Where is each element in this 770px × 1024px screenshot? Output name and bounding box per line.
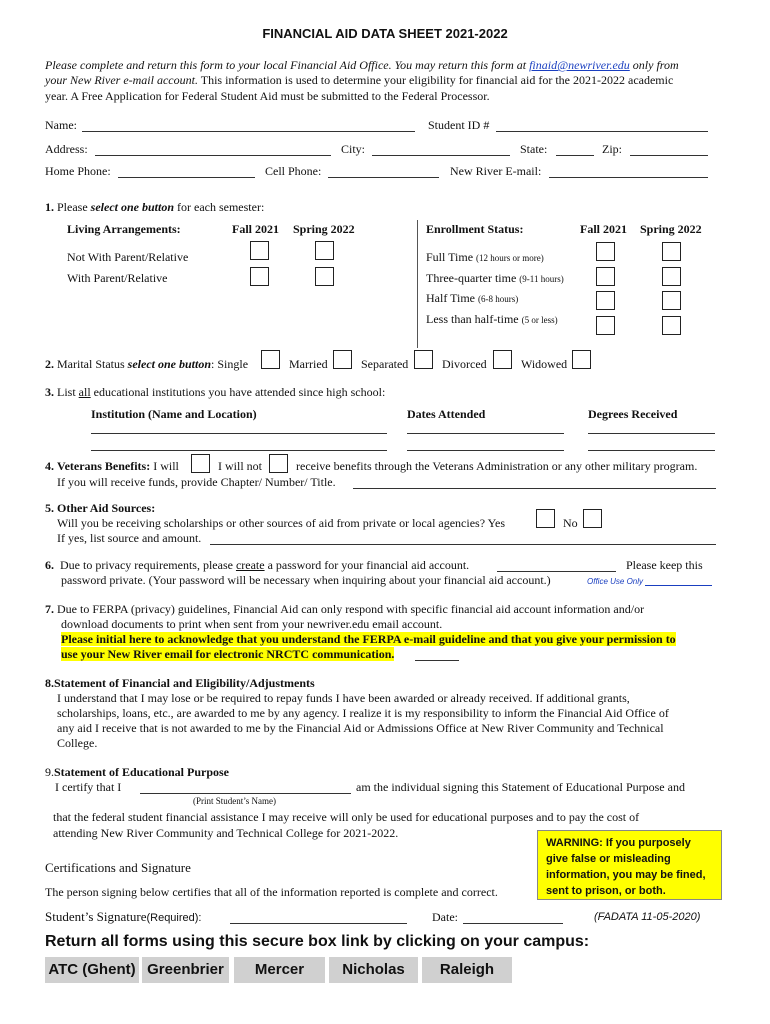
living-arrangements-header: Living Arrangements:: [67, 222, 181, 236]
student-id-field[interactable]: [496, 131, 708, 132]
enroll-less-than-half-fall-checkbox[interactable]: [596, 316, 615, 335]
q8-text-line: any aid I receive that is not awarded to me by the Financial Aid or Admissions Office at New River Community and Technical: [57, 721, 664, 735]
living-option-with-parent: With Parent/Relative: [67, 271, 168, 285]
address-field[interactable]: [95, 155, 331, 156]
zip-field[interactable]: [630, 155, 708, 156]
intro-line-2: your New River e-mail account. This information is used to determine your eligibility for financial aid for the 2021-2022 academic: [45, 73, 674, 87]
enroll-less-than-half-spring-checkbox[interactable]: [662, 316, 681, 335]
print-name-caption: (Print Student’s Name): [193, 796, 276, 806]
return-instructions: Return all forms using this secure box link by clicking on your campus:: [45, 933, 590, 950]
enroll-full-time-fall-checkbox[interactable]: [596, 242, 615, 261]
nr-email-field[interactable]: [549, 177, 708, 178]
name-label: Name:: [45, 118, 77, 132]
signature-label: Student’s Signature(Required):: [45, 909, 202, 924]
home-phone-label: Home Phone:: [45, 164, 111, 178]
married-label: Married: [289, 357, 328, 371]
ferpa-initials-field[interactable]: [415, 660, 459, 661]
q7-line-1: 7. Due to FERPA (privacy) guidelines, Financial Aid can only respond with specific financial aid account information and/or: [45, 602, 645, 616]
q3-heading: 3. List all educational institutions you have attended since high school:: [45, 385, 386, 399]
home-phone-field[interactable]: [118, 177, 255, 178]
widowed-label: Widowed: [521, 357, 568, 371]
separated-label: Separated: [361, 357, 409, 371]
cell-phone-field[interactable]: [328, 177, 439, 178]
married-checkbox[interactable]: [333, 350, 352, 369]
other-aid-no-checkbox[interactable]: [583, 509, 602, 528]
q1-divider: [417, 220, 418, 348]
institution-col-header: Institution (Name and Location): [91, 407, 257, 421]
address-label: Address:: [45, 142, 88, 156]
veterans-chapter-field[interactable]: [353, 488, 716, 489]
living-not-with-parent-fall-checkbox[interactable]: [250, 241, 269, 260]
date-field[interactable]: [463, 923, 563, 924]
state-field[interactable]: [556, 155, 594, 156]
living-fall-header: Fall 2021: [232, 222, 279, 236]
office-use-only-label: Office Use Only: [587, 577, 644, 586]
city-field[interactable]: [372, 155, 510, 156]
degrees-row-2[interactable]: [588, 450, 715, 451]
q5-question: Will you be receiving scholarships or other sources of aid from private or local agencies? Yes: [57, 516, 506, 530]
veterans-will-checkbox[interactable]: [191, 454, 210, 473]
ferpa-acknowledgement-line-1: Please initial here to acknowledge that you understand the FERPA e-mail guideline and that you give your permission to: [61, 632, 676, 646]
finaid-email-link[interactable]: finaid@newriver.edu: [529, 58, 630, 72]
intro-line-1: Please complete and return this form to your local Financial Aid Office. You may return this form at finaid@newriver.edu only from: [45, 58, 679, 72]
other-aid-source-field[interactable]: [210, 544, 716, 545]
other-aid-yes-checkbox[interactable]: [536, 509, 555, 528]
living-with-parent-spring-checkbox[interactable]: [315, 267, 334, 286]
q6-password-line-2: password private. (Your password will be necessary when inquiring about your financial aid account.): [61, 573, 551, 587]
q9-certify-label: I certify that I: [55, 780, 122, 794]
enroll-three-quarter-fall-checkbox[interactable]: [596, 267, 615, 286]
other-aid-source-label: If yes, list source and amount.: [57, 531, 202, 545]
nr-email-label: New River E-mail:: [450, 164, 542, 178]
signature-field[interactable]: [230, 923, 407, 924]
q5-heading: 5. Other Aid Sources:: [45, 501, 156, 515]
enroll-option-three-quarter: Three-quarter time (9-11 hours): [426, 271, 564, 285]
enroll-half-time-spring-checkbox[interactable]: [662, 291, 681, 310]
cell-phone-label: Cell Phone:: [265, 164, 322, 178]
password-field[interactable]: [497, 571, 616, 572]
q9-line-4: attending New River Community and Technical College for 2021-2022.: [53, 826, 399, 840]
degrees-received-col-header: Degrees Received: [588, 407, 678, 421]
single-checkbox[interactable]: [261, 350, 280, 369]
enroll-half-time-fall-checkbox[interactable]: [596, 291, 615, 310]
campus-nicholas-button[interactable]: Nicholas: [329, 957, 418, 983]
divorced-label: Divorced: [442, 357, 487, 371]
degrees-row-1[interactable]: [588, 433, 715, 434]
q9-line-3: that the federal student financial assistance I may receive will only be used for educational purposes and to pay the cost of: [53, 810, 640, 824]
warning-box: WARNING: If you purposely give false or misleading information, you may be fined, sent to prison, or both.: [537, 830, 722, 900]
enroll-option-less-than-half: Less than half-time (5 or less): [426, 312, 558, 326]
ferpa-acknowledgement-line-2: use your New River email for electronic NRCTC communication.: [61, 647, 395, 661]
city-label: City:: [341, 142, 366, 156]
certifications-title: Certifications and Signature: [45, 860, 191, 875]
q8-text-line: College.: [57, 736, 98, 750]
living-spring-header: Spring 2022: [293, 222, 355, 236]
enroll-option-half-time: Half Time (6-8 hours): [426, 291, 519, 305]
campus-mercer-button[interactable]: Mercer: [234, 957, 325, 983]
zip-label: Zip:: [602, 142, 622, 156]
campus-greenbrier-button[interactable]: Greenbrier: [142, 957, 229, 983]
page-title: FINANCIAL AID DATA SHEET 2021-2022: [262, 26, 508, 41]
veterans-rest: receive benefits through the Veterans Administration or any other military program.: [296, 459, 698, 473]
office-use-only-field: [645, 585, 712, 586]
separated-checkbox[interactable]: [414, 350, 433, 369]
campus-raleigh-button[interactable]: Raleigh: [422, 957, 512, 983]
veterans-will-not-label: I will not: [218, 459, 262, 473]
enrollment-spring-header: Spring 2022: [640, 222, 702, 236]
enroll-three-quarter-spring-checkbox[interactable]: [662, 267, 681, 286]
q8-text-line: I understand that I may lose or be required to repay funds I have been awarded or already received. If additional grants,: [57, 691, 630, 705]
widowed-checkbox[interactable]: [572, 350, 591, 369]
q9-certify-rest: am the individual signing this Statement of Educational Purpose and: [356, 780, 685, 794]
enroll-option-full-time: Full Time (12 hours or more): [426, 250, 544, 264]
q8-text-line: scholarships, loans, etc., are awarded to me by any agency. I realize it is my responsibility to inform the Financial Aid Office of: [57, 706, 669, 720]
living-not-with-parent-spring-checkbox[interactable]: [315, 241, 334, 260]
student-print-name-field[interactable]: [140, 793, 351, 794]
living-with-parent-fall-checkbox[interactable]: [250, 267, 269, 286]
enrollment-status-header: Enrollment Status:: [426, 222, 524, 236]
certifications-text: The person signing below certifies that all of the information reported is complete and correct.: [45, 885, 498, 899]
other-aid-no-label: No: [563, 516, 578, 530]
institution-row-1[interactable]: [91, 433, 387, 434]
dates-row-2[interactable]: [407, 450, 564, 451]
q4-veterans-label: 4. Veterans Benefits: I will: [45, 459, 179, 473]
name-field[interactable]: [82, 131, 415, 132]
q2-marital-status: 2. Marital Status select one button: Single: [45, 357, 249, 371]
campus-atc-ghent-button[interactable]: ATC (Ghent): [45, 957, 139, 983]
state-label: State:: [520, 142, 548, 156]
q8-title: 8.Statement of Financial and Eligibility/Adjustments: [45, 676, 315, 690]
q6-password-line-1: 6. Due to privacy requirements, please create a password for your financial aid account.: [45, 558, 470, 572]
veterans-chapter-label: If you will receive funds, provide Chapter/ Number/ Title.: [57, 475, 336, 489]
date-label: Date:: [432, 910, 458, 924]
fadata-version: (FADATA 11-05-2020): [594, 911, 701, 923]
student-id-label: Student ID #: [428, 118, 490, 132]
dates-attended-col-header: Dates Attended: [407, 407, 486, 421]
q7-line-2: download documents to print when sent from your newriver.edu email account.: [61, 617, 443, 631]
intro-line-3: year. A Free Application for Federal Student Aid must be submitted to the Federal Processor.: [45, 89, 490, 103]
enroll-full-time-spring-checkbox[interactable]: [662, 242, 681, 261]
dates-row-1[interactable]: [407, 433, 564, 434]
q9-title: 9.Statement of Educational Purpose: [45, 765, 229, 779]
veterans-will-not-checkbox[interactable]: [269, 454, 288, 473]
q6-keep-private: Please keep this: [626, 558, 703, 572]
divorced-checkbox[interactable]: [493, 350, 512, 369]
living-option-not-with-parent: Not With Parent/Relative: [67, 250, 189, 264]
q1-heading: 1. Please select one button for each semester:: [45, 200, 265, 214]
enrollment-fall-header: Fall 2021: [580, 222, 627, 236]
institution-row-2[interactable]: [91, 450, 387, 451]
